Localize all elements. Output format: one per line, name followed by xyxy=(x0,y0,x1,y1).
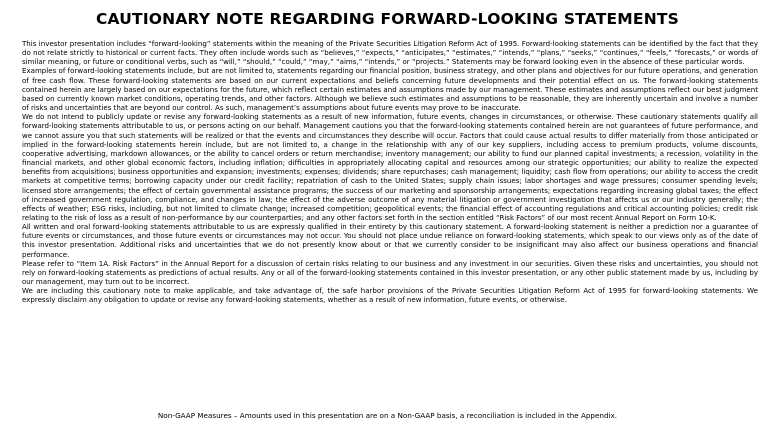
disclaimer-body xyxy=(22,39,758,305)
page-title: CAUTIONARY NOTE REGARDING FORWARD-LOOKING STATEMENTS xyxy=(95,10,680,28)
non-gaap-footnote: Non-GAAP Measures – Amounts used in this presentation are on a Non-GAAP basis, a reconciliation is included in the Appendix. xyxy=(157,411,618,420)
paragraph-risk-factors: We do not intend to publicly update or revise any forward-looking statements as a result of new information, future events, changes in circumstances, or otherwise. These cautionary statements qualify all forward-looking statements attributable to us, or persons acting on our behalf. Management cautions you that the forward-looking statements contained herein are not guarantees of future performance, and we cannot assure you that such statements will be realized or that the events and circumstances they describe will occur. Factors that could cause actual results to differ materially from those anticipated or implied in the forward-looking statements herein include, but are not limited to, a change in the relationship with any of our key suppliers, including access to premium products, volume discounts, cooperative advertising, markdown allowances, or the ability to cancel orders or return merchandise; inventory management; our ability to fund our planned capital investments; a recession, volatility in the financial markets, and other global economic factors, including inflation; difficulties in appropriately allocating capital and resources among our strategic opportunities; our ability to realize the expected benefits from acquisitions; business opportunities and expansion; investments; expenses; dividends; share repurchases; cash management; liquidity; cash flow from operations; our ability to access the credit markets at competitive terms; borrowing capacity under our credit facility; repatriation of cash to the United States; supply chain issues; labor shortages and wage pressures; consumer spending levels; licensed store arrangements; the effect of certain governmental assistance programs; the success of our marketing and sponsorship arrangements; expectations regarding increasing global taxes; the effect of increased government regulation, compliance, and changes in law; the effect of the adverse outcome of any material litigation or government investigation that affects us or our industry generally; the effects of weather; ESG risks, including, but not limited to climate change; increased competition; geopolitical events; the financial effect of accounting regulations and critical accounting policies; credit risk relating to the risk of loss as a result of non-performance by our counterparties; and any other factors set forth in the section entitled “Risk Factors” of our most recent Annual Report on Form 10-K. xyxy=(22,112,758,222)
paragraph-refer-item-1a: Please refer to “Item 1A. Risk Factors” in the Annual Report for a discussion of certain risks relating to our business and any investment in our securities. Given these risks and uncertainties, you should not rely on forward-looking statements as predictions of actual results. Any or all of the forward-looking statements contained in this investor presentation, or any other public statement made by us, including by our management, may turn out to be incorrect. xyxy=(22,258,758,287)
paragraph-qualification: All written and oral forward-looking statements attributable to us are expressly qualified in their entirety by this cautionary statement. A forward-looking statement is neither a prediction nor a guarantee of future events or circumstances, and those future events or circumstances may not occur. You should not place undue reliance on forward-looking statements, which speak to our views only as of the date of this investor presentation. Additional risks and uncertainties that we do not presently know about or that we currently consider to be insignificant may also affect our business operations and financial performance. xyxy=(22,222,758,259)
paragraph-examples: Examples of forward-looking statements include, but are not limited to, statements regarding our financial position, business strategy, and other plans and objectives for our future operations, and generation of free cash flow. These forward-looking statements are based on our current expectations and beliefs concerning future developments and their potential effect on us. The forward-looking statements contained herein are largely based on our expectations for the future, which reflect certain estimates and assumptions made by our management. These estimates and assumptions reflect our best judgment based on currently known market conditions, operating trends, and other factors. Although we believe such estimates and assumptions to be reasonable, they are inherently uncertain and involve a number of risks and uncertainties that are beyond our control. As such, management’s assumptions about future events may prove to be inaccurate. xyxy=(22,66,758,113)
paragraph-forward-looking-definition: This investor presentation includes “forward-looking” statements within the meaning of the Private Securities Litigation Reform Act of 1995. Forward-looking statements can be identified by the fact that they do not relate strictly to historical or current facts. They often include words such as “believes,” “expects,” “anticipates,” “estimates,” “intends,” “plans,” “seeks,” “continues,” “feels,” “forecasts,” or words of similar meaning, or future or conditional verbs, such as “will,” “should,” “could,” “may,” “aims,” “intends,” or “projects.” Statements may be forward looking even in the absence of these particular words. xyxy=(22,39,758,67)
paragraph-safe-harbor: We are including this cautionary note to make applicable, and take advantage of, the safe harbor provisions of the Private Securities Litigation Reform Act of 1995 for forward-looking statements. We expressly disclaim any obligation to update or revise any forward-looking statements, whether as a result of new information, future events, or otherwise. xyxy=(22,286,758,305)
